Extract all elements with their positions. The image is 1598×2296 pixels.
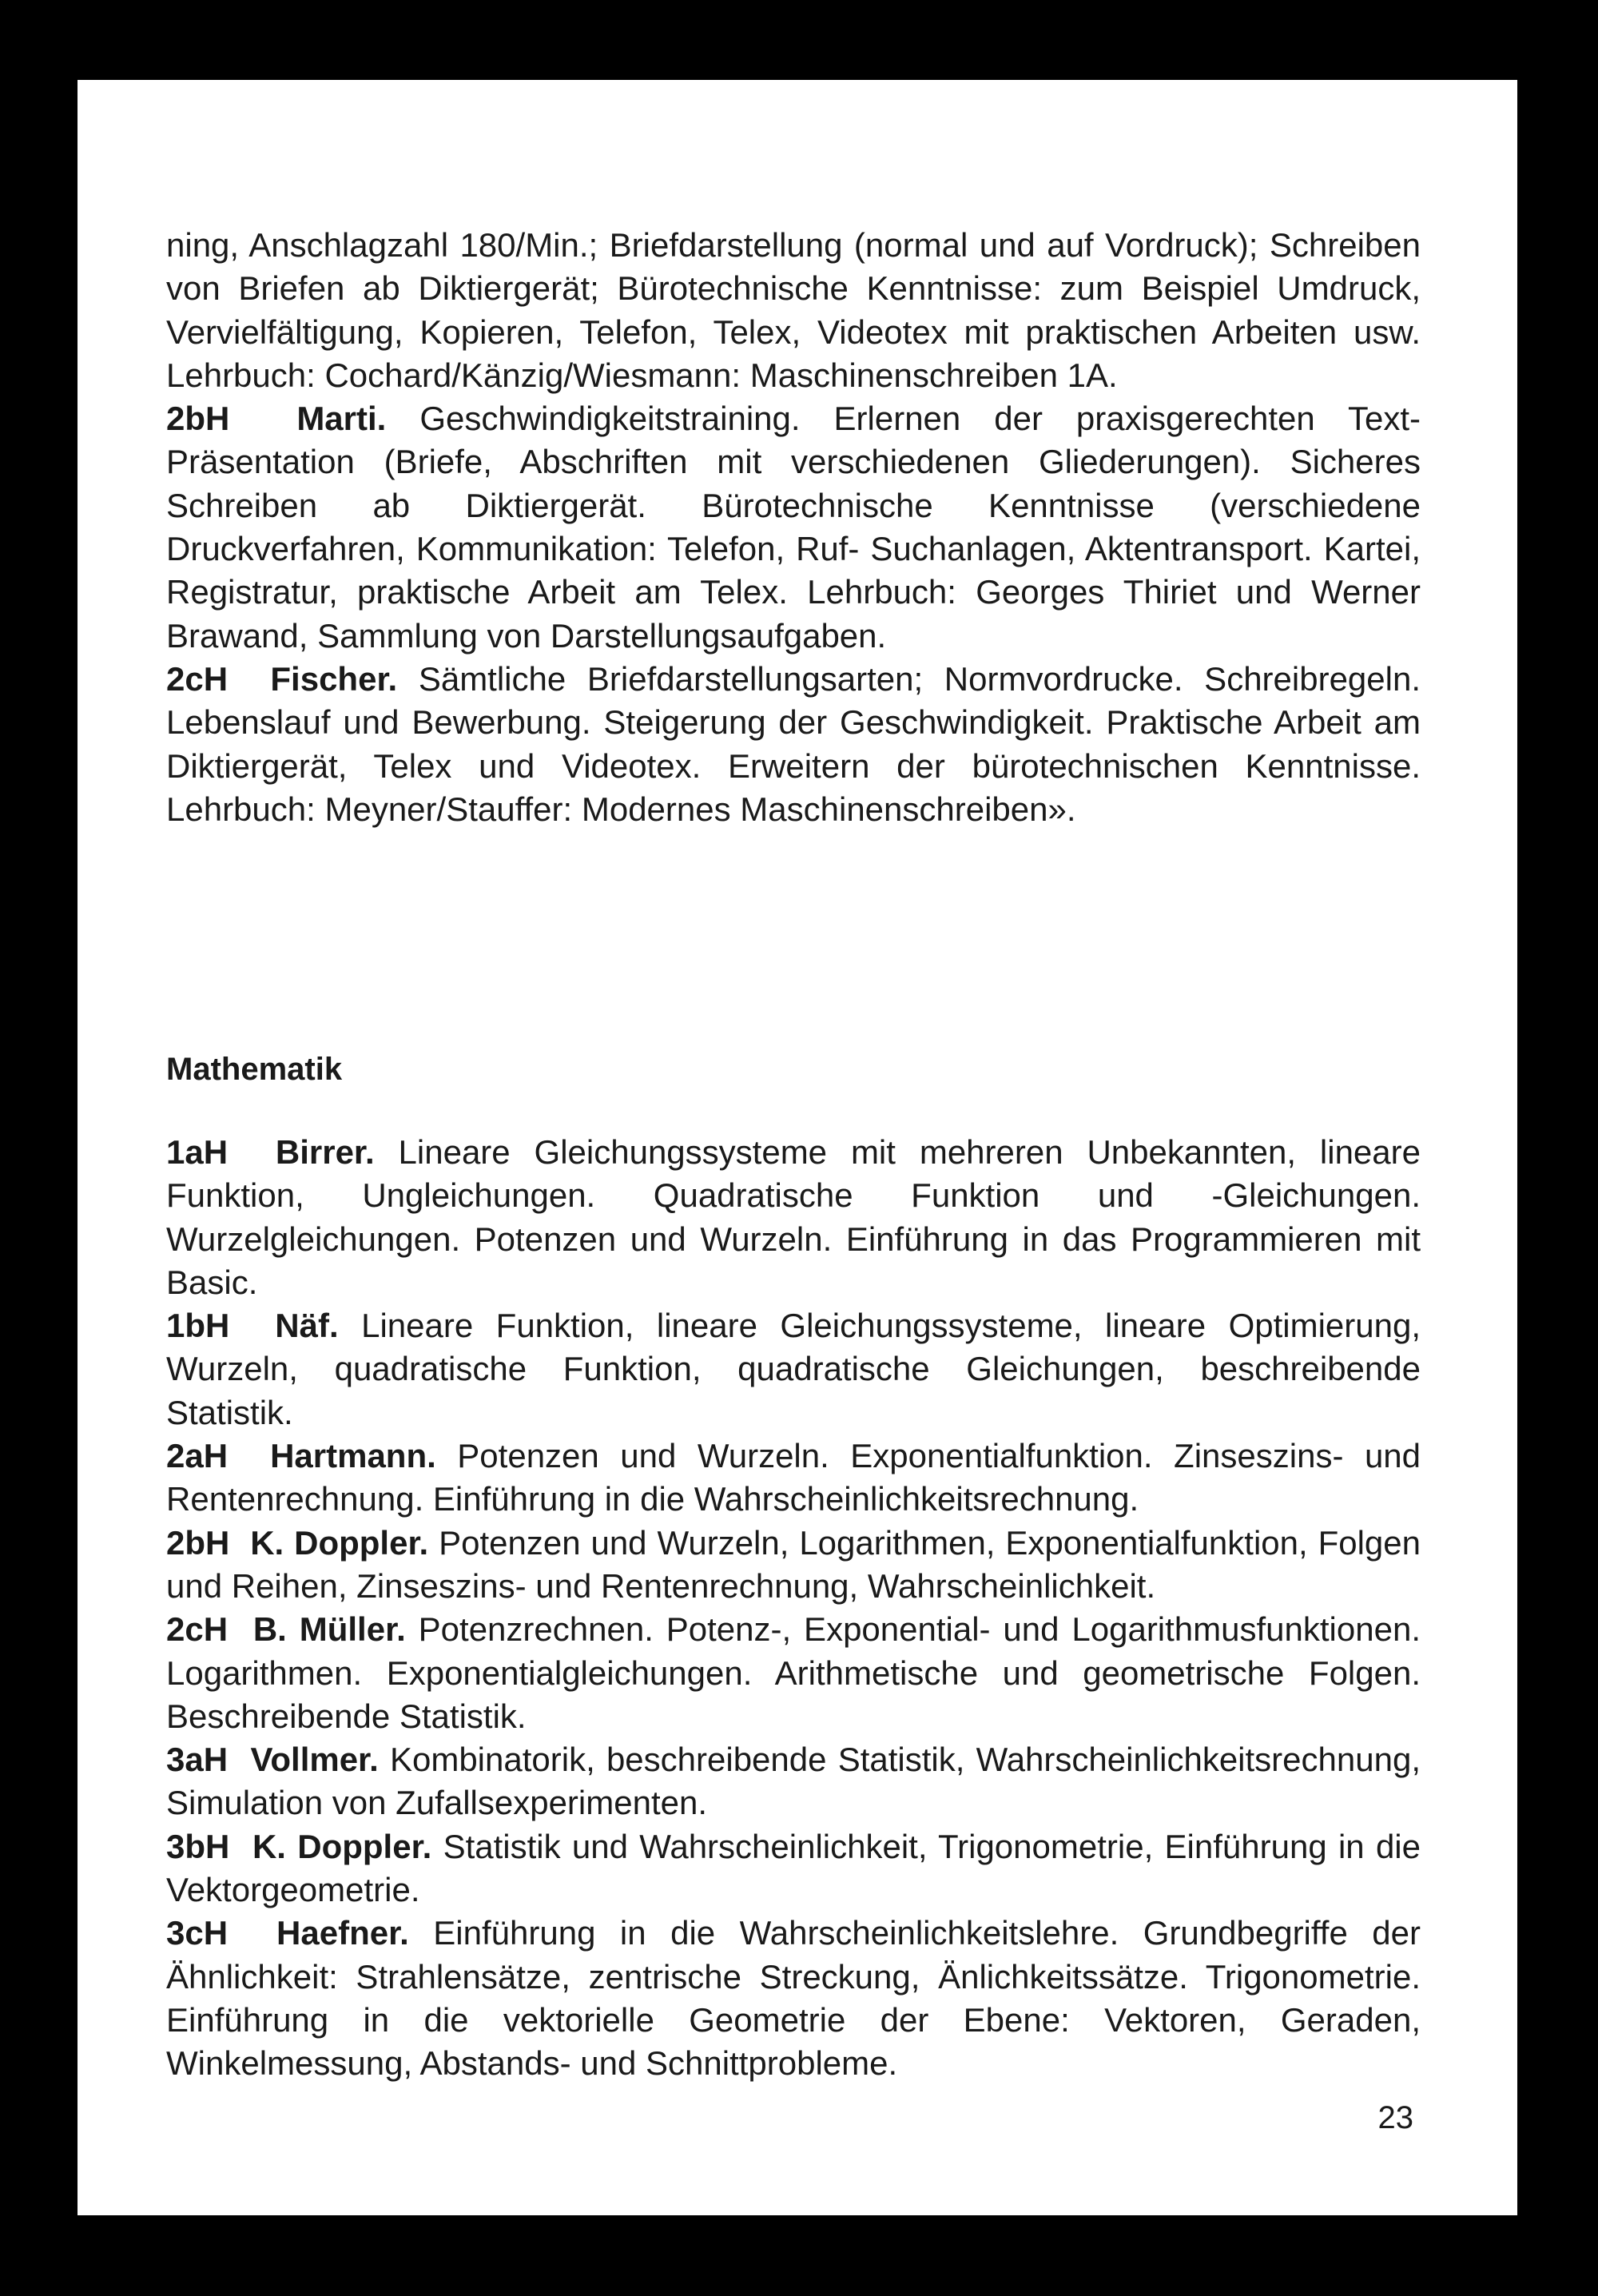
class-code: 1bH bbox=[166, 1307, 230, 1345]
paragraph-text: Potenzen und Wurzeln. Exponentialfunktion. Zinseszins- und Rentenrechnung. Einführung in die Wahrscheinlichkeitsrechnung. bbox=[166, 1437, 1421, 1518]
teacher-name: Haefner. bbox=[276, 1914, 409, 1952]
class-code: 2bH bbox=[166, 400, 230, 438]
teacher-name: Birrer. bbox=[275, 1133, 375, 1171]
paragraph-2bh-marti bbox=[166, 397, 1421, 658]
paragraph-text: Potenzen und Wurzeln, Logarithmen, Exponentialfunktion, Folgen und Reihen, Zinseszins- und Rentenrechnung, Wahrscheinlichkeit. bbox=[166, 1523, 1421, 1605]
paragraph-continuation bbox=[166, 224, 1421, 397]
paragraph-text: Lineare Funktion, lineare Gleichungssysteme, lineare Optimierung, Wurzeln, quadratische Funktion, quadratische Gleichungen, beschreibende Statistik. bbox=[166, 1307, 1421, 1431]
document-page bbox=[78, 80, 1517, 2215]
paragraph-2bh-doppler bbox=[166, 1522, 1421, 1609]
class-code: 2cH bbox=[166, 1610, 229, 1649]
teacher-name: B. Müller. bbox=[252, 1610, 406, 1649]
paragraph-text: ning, Anschlagzahl 180/Min.; Briefdarstellung (normal und auf Vordruck); Schreiben von Briefen ab Diktiergerät; Bürotechnische Kenntnisse: zum Beispiel Umdruck, Vervielfältigung, Kopieren, Telefon, Telex, Videotex mit praktischen Arbeiten usw. Lehrbuch: Cochard/Känzig/Wiesmann: Maschinenschreiben 1A. bbox=[166, 226, 1421, 394]
class-code: 2aH bbox=[166, 1437, 229, 1475]
paragraph-text: Sämtliche Briefdarstellungsarten; Normvordrucke. Schreibregeln. Lebenslauf und Bewerbung. Steigerung der Geschwindigkeit. Praktische Arbeit am Diktiergerät, Telex und Videotex. Erweitern der bürotechnischen Kenntnisse. Lehrbuch: Meyner/Stauffer: Modernes Maschinenschreiben». bbox=[166, 659, 1421, 828]
class-code: 3aH bbox=[166, 1741, 229, 1779]
paragraph-3ah-vollmer bbox=[166, 1738, 1421, 1825]
teacher-name: Vollmer. bbox=[250, 1741, 379, 1779]
class-code: 1aH bbox=[166, 1133, 229, 1171]
paragraph-text: Einführung in die Wahrscheinlichkeitslehre. Grundbegriffe der Ähnlichkeit: Strahlensätze, zentrische Streckung, Änlichkeitssätze. Trigonometrie. Einführung in die vektorielle Geometrie der Ebene: Vektoren, Geraden, Winkelmessung, Abstands- und Schnittprobleme. bbox=[166, 1914, 1421, 2083]
class-code: 3bH bbox=[166, 1827, 230, 1865]
paragraph-1ah-birrer bbox=[166, 1131, 1421, 1304]
teacher-name: Hartmann. bbox=[270, 1437, 436, 1475]
paragraph-text: Potenzrechnen. Potenz-, Exponential- und Logarithmusfunktionen. Logarithmen. Exponentialgleichungen. Arithmetische und geometrische Folgen. Beschreibende Statistik. bbox=[166, 1610, 1421, 1735]
class-code: 2bH bbox=[166, 1523, 230, 1562]
paragraph-2ah-hartmann bbox=[166, 1435, 1421, 1522]
page-number: 23 bbox=[1377, 2100, 1413, 2135]
class-code: 3cH bbox=[166, 1914, 229, 1952]
paragraph-text: Kombinatorik, beschreibende Statistik, Wahrscheinlichkeitsrechnung, Simulation von Zufallsexperimenten. bbox=[166, 1741, 1421, 1822]
paragraph-text: Geschwindigkeitstraining. Erlernen der praxisgerechten Text-Präsentation (Briefe, Abschriften mit verschiedenen Gliederungen). Sicheres Schreiben ab Diktiergerät. Bürotechnische Kenntnisse (verschiedene Druckverfahren, Kommunikation: Telefon, Ruf- Suchanlagen, Aktentransport. Kartei, Registratur, praktische Arbeit am Telex. Lehrbuch: Georges Thiriet und Werner Brawand, Sammlung von Darstellungsaufgaben. bbox=[166, 400, 1421, 655]
paragraph-text: Statistik und Wahrscheinlichkeit, Trigonometrie, Einführung in die Vektorgeometrie. bbox=[166, 1827, 1421, 1909]
teacher-name: Marti. bbox=[296, 400, 387, 438]
class-code: 2cH bbox=[166, 659, 229, 698]
paragraph-2ch-fischer bbox=[166, 658, 1421, 831]
paragraph-3ch-haefner bbox=[166, 1912, 1421, 2085]
teacher-name: K. Doppler. bbox=[250, 1523, 429, 1562]
paragraph-text: Lineare Gleichungssysteme mit mehreren Unbekannten, lineare Funktion, Ungleichungen. Quadratische Funktion und -Gleichungen. Wurzelgleichungen. Potenzen und Wurzeln. Einführung in das Programmieren mit Basic. bbox=[166, 1133, 1421, 1301]
paragraph-3bh-doppler bbox=[166, 1825, 1421, 1912]
section-heading-mathematik: Mathematik bbox=[166, 1052, 343, 1087]
teacher-name: K. Doppler. bbox=[252, 1827, 432, 1865]
paragraph-2ch-mueller bbox=[166, 1608, 1421, 1738]
teacher-name: Fischer. bbox=[270, 659, 398, 698]
teacher-name: Näf. bbox=[275, 1307, 339, 1345]
typewriting-section bbox=[166, 224, 1421, 831]
paragraph-1bh-naef bbox=[166, 1304, 1421, 1435]
mathematics-section bbox=[166, 1131, 1421, 2086]
